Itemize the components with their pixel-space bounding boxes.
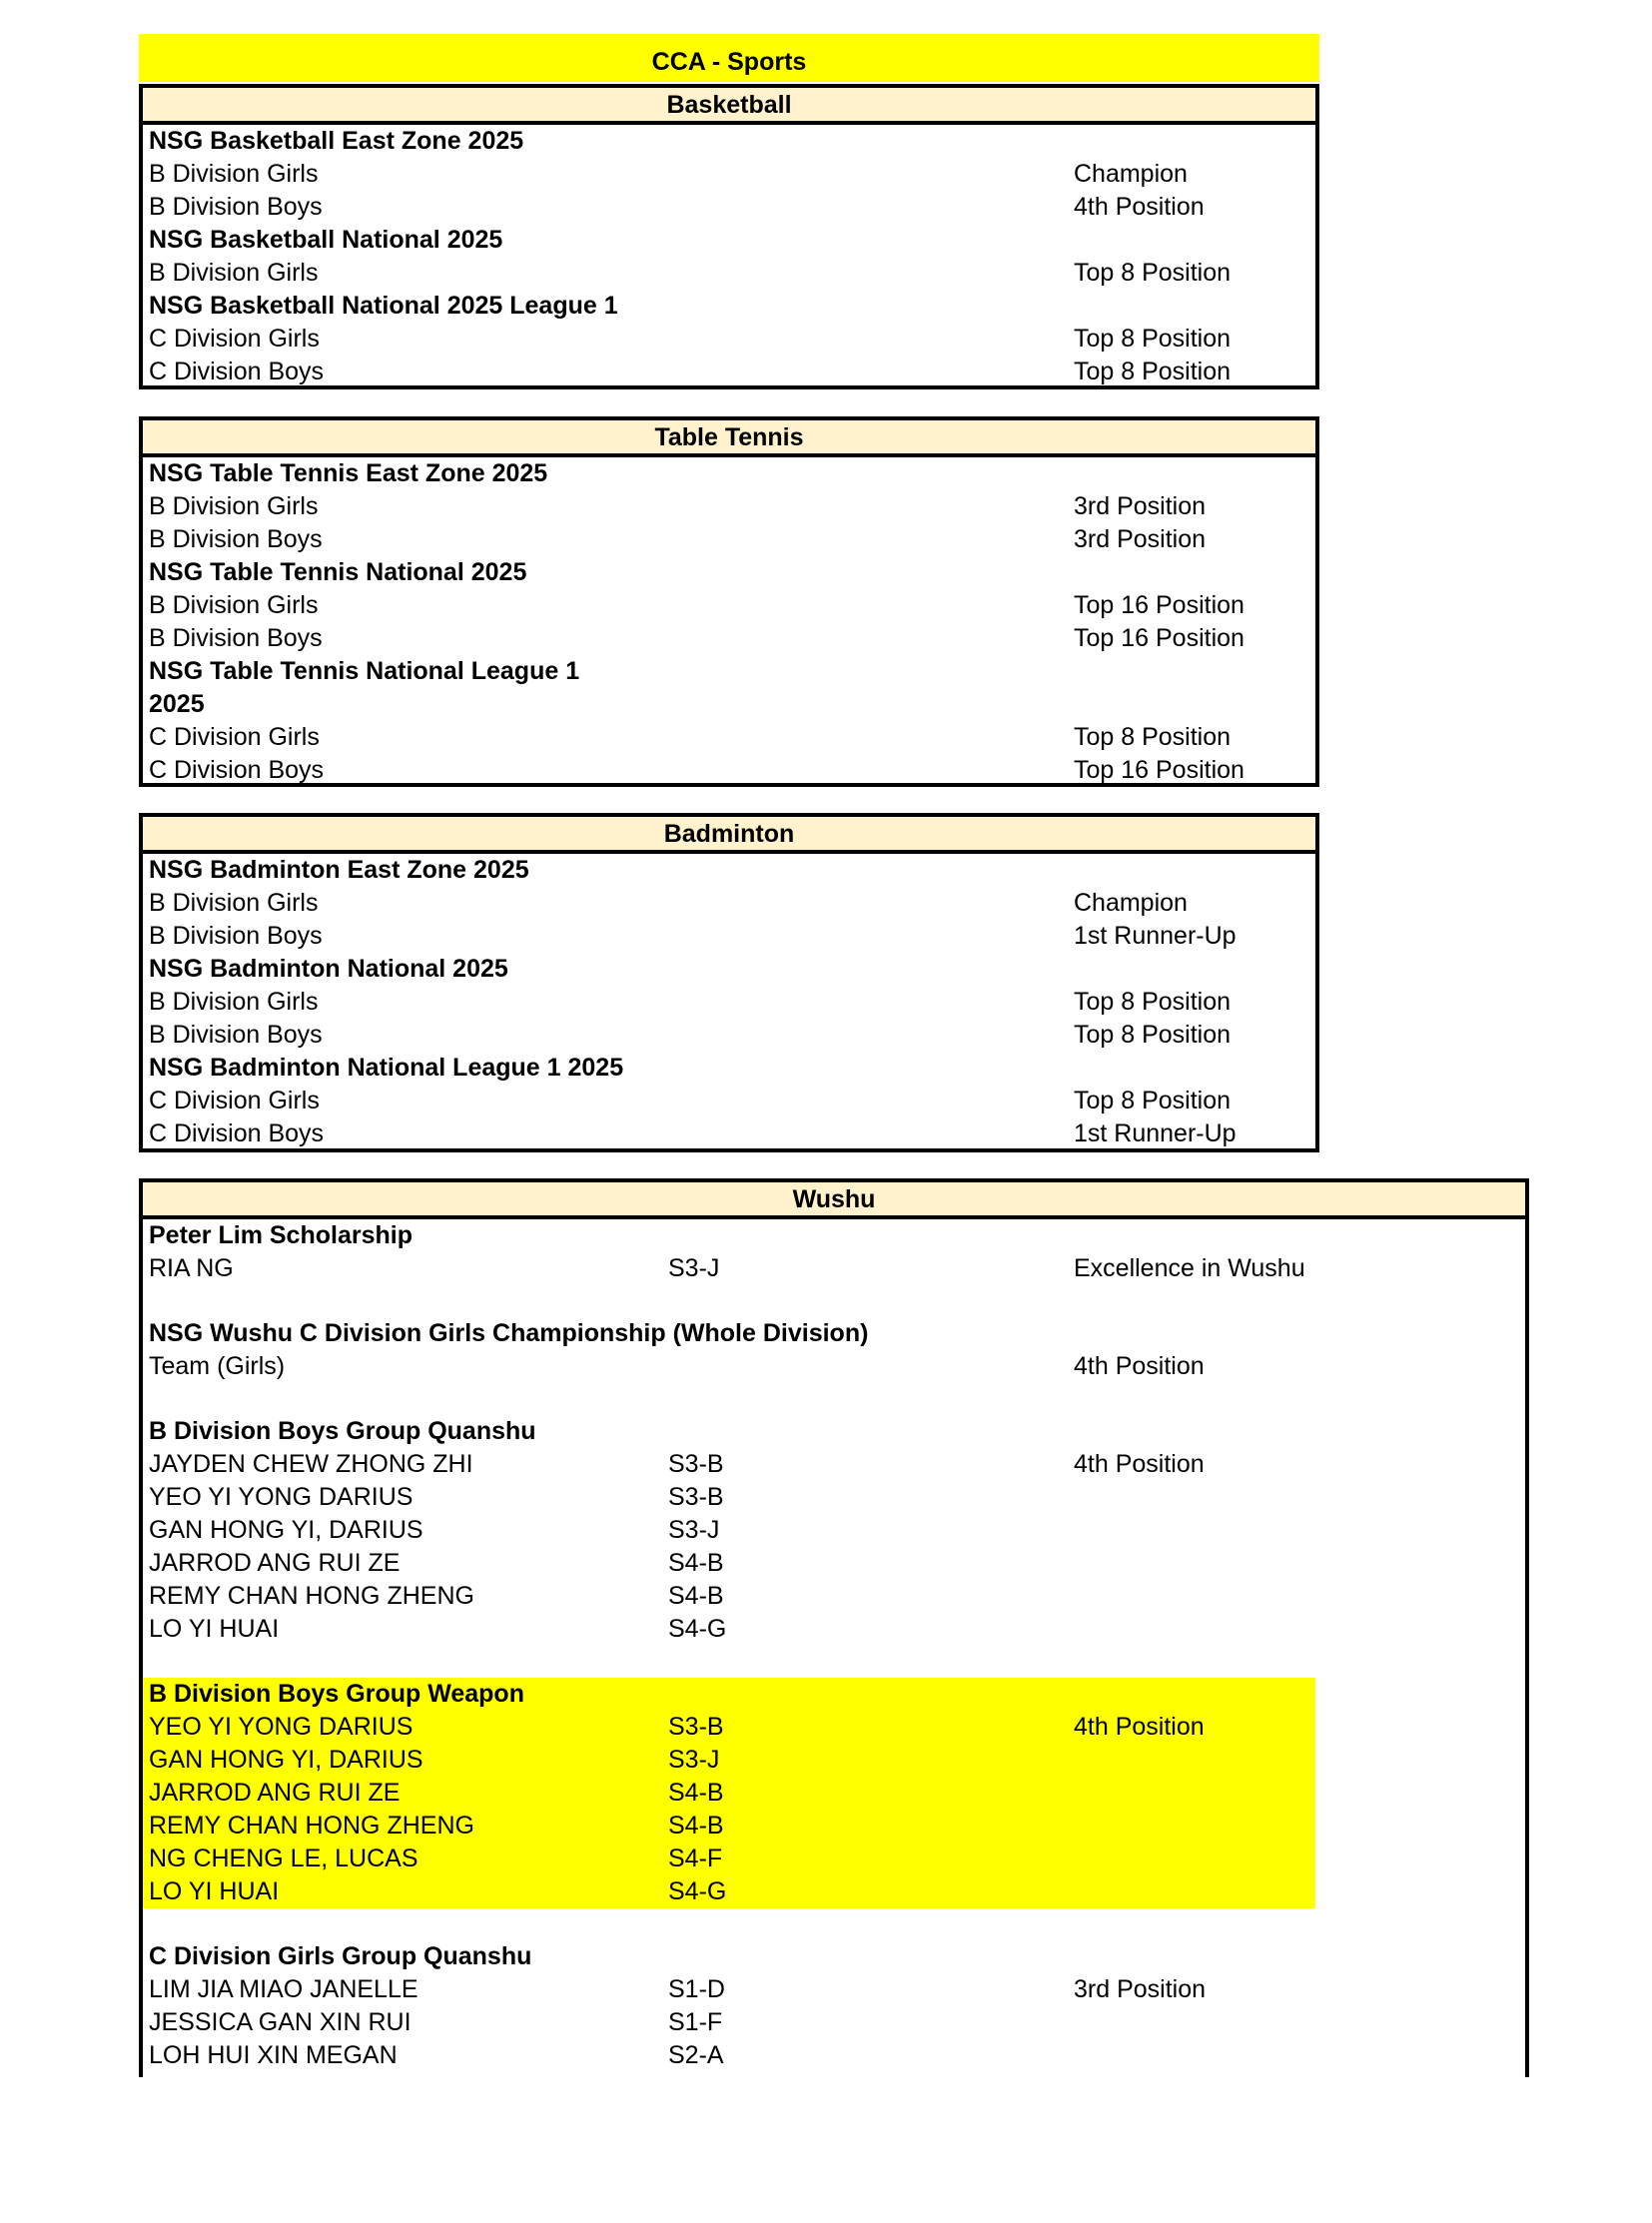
participant: GAN HONG YI, DARIUS [149,1516,423,1544]
section-rows [143,854,1315,1150]
participant: B Division Boys [149,525,323,553]
class-code: S3-B [668,1450,724,1478]
section-header: Badminton [143,817,1315,854]
participant: JARROD ANG RUI ZE [149,1779,401,1807]
event-title: NSG Table Tennis National League 1 2025 [149,657,580,718]
result-row [143,1547,1525,1580]
badminton-section [139,813,1319,1152]
participant: GAN HONG YI, DARIUS [149,1746,423,1774]
result-row [143,1085,1315,1117]
class-code: S4-B [668,1812,724,1840]
result-row [143,257,1315,290]
result-row [143,887,1315,920]
section-header: Table Tennis [143,420,1315,457]
participant: JAYDEN CHEW ZHONG ZHI [149,1450,473,1478]
spacer-row [143,1285,1525,1317]
achievement: Top 16 Position [1074,591,1244,619]
result-row [143,490,1315,523]
section-rows [143,1219,1525,2072]
result-row [143,1514,1525,1547]
event-heading-row [143,1678,1315,1711]
event-heading-row [143,1940,1525,1973]
participant: B Division Boys [149,193,323,221]
achievement: 3rd Position [1074,525,1207,553]
participant: LO YI HUAI [149,1877,280,1905]
result-row [143,986,1315,1019]
spacer-row [143,1646,1525,1678]
achievement: 1st Runner-Up [1074,1119,1237,1147]
event-title: NSG Basketball National 2025 [149,226,503,254]
participant: YEO YI YONG DARIUS [149,1713,413,1741]
table-tennis-section [139,416,1319,787]
event-title: NSG Badminton National 2025 [149,955,508,983]
wushu-section [139,1178,1529,2077]
section-header: Wushu [143,1182,1525,1219]
result-row [143,1744,1315,1777]
participant: B Division Girls [149,591,319,619]
result-row [143,191,1315,224]
achievement: 3rd Position [1074,492,1207,520]
result-row [143,1973,1525,2006]
class-code: S4-G [668,1877,727,1905]
event-heading-row [143,1052,1315,1085]
event-title: NSG Basketball East Zone 2025 [149,127,524,155]
result-row [143,1117,1315,1150]
achievement: Top 8 Position [1074,1087,1232,1114]
event-title: C Division Girls Group Quanshu [149,1942,532,1970]
class-code: S4-B [668,1549,724,1577]
spacer-row [143,1908,1525,1940]
result-row [143,1810,1315,1843]
participant: B Division Boys [149,922,323,950]
participant: C Division Girls [149,325,320,353]
participant: B Division Girls [149,160,319,188]
participant: JARROD ANG RUI ZE [149,1549,401,1577]
class-code: S4-G [668,1615,727,1643]
result-row [143,1252,1525,1285]
result-row [143,1019,1315,1052]
participant: B Division Boys [149,624,323,652]
result-row [143,589,1315,622]
achievement: Champion [1074,889,1188,917]
result-row [143,1481,1525,1514]
achievement: Top 8 Position [1074,259,1232,287]
event-heading-row [143,1219,1525,1252]
class-code: S4-B [668,1779,724,1807]
result-row [143,2006,1525,2039]
event-heading-row [143,125,1315,158]
result-row [143,1613,1525,1646]
result-row [143,721,1315,754]
result-row [143,920,1315,953]
event-heading-row [143,1317,1525,1350]
participant: C Division Boys [149,1119,325,1147]
event-title: NSG Table Tennis East Zone 2025 [149,459,548,487]
participant: REMY CHAN HONG ZHENG [149,1582,474,1610]
result-row [143,2039,1525,2072]
event-title: Peter Lim Scholarship [149,1221,413,1249]
result-row [143,1875,1315,1908]
participant: C Division Boys [149,358,325,385]
section-header: Basketball [143,88,1315,125]
section-rows [143,457,1315,787]
result-row [143,622,1315,655]
participant: YEO YI YONG DARIUS [149,1483,413,1511]
result-row [143,158,1315,191]
result-row [143,1843,1315,1875]
class-code: S3-J [668,1254,720,1282]
event-heading-row [143,1415,1525,1448]
participant: LO YI HUAI [149,1615,280,1643]
achievement: 4th Position [1074,1450,1205,1478]
event-heading-row [143,224,1315,257]
result-row [143,523,1315,556]
event-title: NSG Table Tennis National 2025 [149,558,527,586]
event-title: B Division Boys Group Quanshu [149,1417,536,1445]
event-heading-row [143,953,1315,986]
event-title: NSG Badminton National League 1 2025 [149,1054,624,1082]
event-title: NSG Basketball National 2025 League 1 [149,292,618,320]
participant: C Division Boys [149,756,325,784]
page-title: CCA - Sports [139,34,1319,82]
basketball-section [139,84,1319,389]
participant: NG CHENG LE, LUCAS [149,1845,418,1872]
event-title: B Division Boys Group Weapon [149,1680,524,1708]
event-heading-row [143,556,1315,589]
event-title: NSG Badminton East Zone 2025 [149,856,529,884]
participant: LIM JIA MIAO JANELLE [149,1975,418,2003]
result-row [143,1711,1315,1744]
participant: RIA NG [149,1254,234,1282]
achievement: Top 8 Position [1074,723,1232,751]
class-code: S3-J [668,1746,720,1774]
result-row [143,1350,1525,1383]
class-code: S3-B [668,1713,724,1741]
participant: C Division Girls [149,723,320,751]
event-heading-row [143,655,1315,721]
class-code: S1-F [668,2008,723,2036]
class-code: S3-J [668,1516,720,1544]
class-code: S2-A [668,2041,724,2069]
achievement: Top 8 Position [1074,358,1232,385]
class-code: S4-F [668,1845,723,1872]
result-row [143,1580,1525,1613]
participant: B Division Girls [149,259,319,287]
achievement: 4th Position [1074,1713,1205,1741]
achievement: 1st Runner-Up [1074,922,1237,950]
achievement: Champion [1074,160,1188,188]
achievement: 3rd Position [1074,1975,1207,2003]
achievement: Top 8 Position [1074,988,1232,1016]
participant: LOH HUI XIN MEGAN [149,2041,398,2069]
spacer-row [143,1383,1525,1415]
class-code: S1-D [668,1975,725,2003]
achievement: Top 8 Position [1074,1021,1232,1049]
class-code: S4-B [668,1582,724,1610]
achievement: 4th Position [1074,1352,1205,1380]
section-rows [143,125,1315,388]
participant: Team (Girls) [149,1352,286,1380]
event-heading-row [143,290,1315,323]
result-row [143,1777,1315,1810]
result-row [143,323,1315,356]
achievement: Excellence in Wushu [1074,1254,1305,1282]
participant: JESSICA GAN XIN RUI [149,2008,412,2036]
achievement: 4th Position [1074,193,1205,221]
event-heading-row [143,457,1315,490]
achievement: Top 16 Position [1074,624,1244,652]
event-title: NSG Wushu C Division Girls Championship (Whole Division) [149,1319,869,1347]
participant: C Division Girls [149,1087,320,1114]
achievement: Top 16 Position [1074,756,1244,784]
event-heading-row [143,854,1315,887]
result-row [143,1448,1525,1481]
participant: B Division Girls [149,492,319,520]
result-row [143,754,1315,787]
achievement: Top 8 Position [1074,325,1232,353]
participant: B Division Girls [149,988,319,1016]
participant: B Division Boys [149,1021,323,1049]
result-row [143,356,1315,388]
participant: B Division Girls [149,889,319,917]
participant: REMY CHAN HONG ZHENG [149,1812,474,1840]
class-code: S3-B [668,1483,724,1511]
